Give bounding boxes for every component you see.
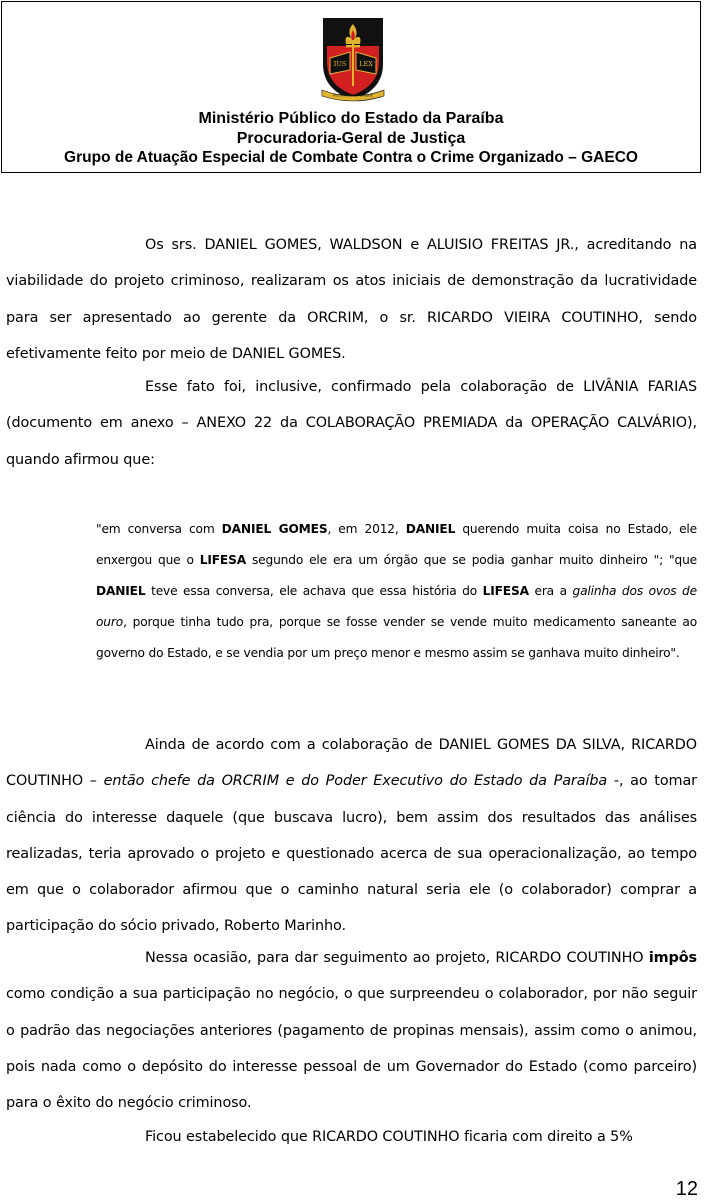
header-gaeco-group: Grupo de Atuação Especial de Combate Contra o Crime Organizado – GAECO bbox=[64, 149, 638, 166]
paragraph-4: Nessa ocasião, para dar seguimento ao projeto, RICARDO COUTINHO impôs como condição a sua participação no negócio, o que surpreendeu o colaborador, por não seguir o padrão das negociações anteriores (pagamento de propinas mensais), assim como o animou, pois nada como o depósito do interesse pessoal de um Governador do Estado (como parceiro) para o êxito do negócio criminoso. bbox=[6, 950, 697, 1112]
emblem-banner-text: RECTE AGENDO ET LEGE bbox=[333, 93, 373, 98]
emblem-left-text: IUS bbox=[333, 60, 347, 68]
document-header bbox=[1, 1, 701, 173]
paragraph-5: Ficou estabelecido que RICARDO COUTINHO ficaria com direito a 5% bbox=[145, 1129, 633, 1145]
emblem-right-text: LEX bbox=[359, 60, 373, 68]
mppb-coat-of-arms-icon bbox=[318, 12, 388, 104]
page-number: 12 bbox=[675, 1178, 698, 1200]
paragraph-1: Os srs. DANIEL GOMES, WALDSON e ALUISIO FREITAS JR., acreditando na viabilidade do projeto criminoso, realizaram os atos iniciais de demonstração da lucratividade para ser apresentado ao gerente da ORCRIM, o sr. RICARDO VIEIRA COUTINHO, sendo efetivamente feito por meio de DANIEL GOMES. bbox=[6, 237, 697, 362]
paragraph-2: Esse fato foi, inclusive, confirmado pela colaboração de LIVÂNIA FARIAS (documento em anexo – ANEXO 22 da COLABORAÇÃO PREMIADA da OPERAÇÃO CALVÁRIO), quando afirmou que: bbox=[6, 379, 697, 468]
header-ministry: Ministério Público do Estado da Paraíba bbox=[198, 110, 504, 127]
header-prosecution-office: Procuradoria-Geral de Justiça bbox=[236, 130, 466, 147]
testimony-quote: "em conversa com DANIEL GOMES, em 2012, DANIEL querendo muita coisa no Estado, ele enxergou que o LIFESA segundo ele era um órgão que se podia ganhar muito dinheiro "; "que DANIEL teve essa conversa, ele achava que essa história do LIFESA era a galinha dos ovos de ouro, porque tinha tudo pra, porque se fosse vender se vende muito medicamento saneante ao governo do Estado, e se vendia por um preço menor e mesmo assim se ganhava muito dinheiro". bbox=[96, 522, 698, 660]
paragraph-3: Ainda de acordo com a colaboração de DANIEL GOMES DA SILVA, RICARDO COUTINHO – então chefe da ORCRIM e do Poder Executivo do Estado da Paraíba -, ao tomar ciência do interesse daquele (que buscava lucro), bem assim dos resultados das análises realizadas, teria aprovado o projeto e questionado acerca de sua operacionalização, ao tempo em que o colaborador afirmou que o caminho natural seria ele (o colaborador) comprar a participação do sócio privado, Roberto Marinho. bbox=[6, 737, 697, 935]
